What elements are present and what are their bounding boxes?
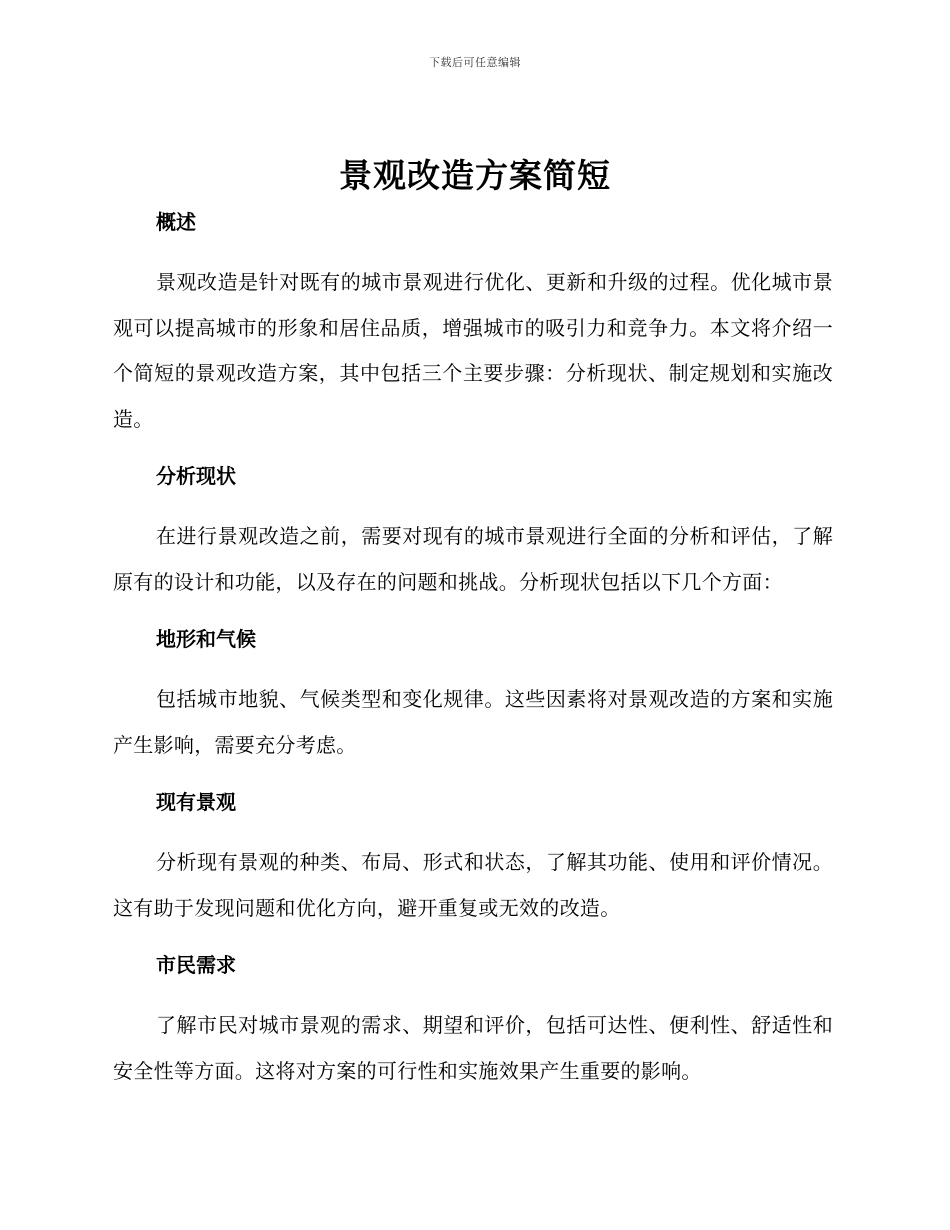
section-heading-terrain-climate: 地形和气候 bbox=[156, 627, 256, 651]
section-paragraph-terrain-climate: 包括城市地貌、气候类型和变化规律。这些因素将对景观改造的方案和实施产生影响，需要充分考虑。 bbox=[113, 687, 833, 757]
section-heading-analysis: 分析现状 bbox=[156, 464, 236, 488]
section-paragraph-existing-landscape: 分析现有景观的种类、布局、形式和状态，了解其功能、使用和评价情况。这有助于发现问题和优化方向，避开重复或无效的改造。 bbox=[113, 850, 833, 920]
section-heading-citizen-needs: 市民需求 bbox=[156, 953, 236, 977]
page-header-note: 下载后可任意编辑 bbox=[429, 56, 521, 69]
document-title: 景观改造方案简短 bbox=[339, 156, 611, 195]
section-paragraph-citizen-needs: 了解市民对城市景观的需求、期望和评价，包括可达性、便利性、舒适性和安全性等方面。这将对方案的可行性和实施效果产生重要的影响。 bbox=[113, 1013, 833, 1083]
document-body bbox=[113, 205, 833, 1094]
section-heading-overview: 概述 bbox=[156, 210, 196, 234]
section-paragraph-overview: 景观改造是针对既有的城市景观进行优化、更新和升级的过程。优化城市景观可以提高城市的形象和居住品质，增强城市的吸引力和竞争力。本文将介绍一个简短的景观改造方案，其中包括三个主要步骤：分析现状、制定规划和实施改造。 bbox=[113, 270, 833, 431]
section-paragraph-analysis: 在进行景观改造之前，需要对现有的城市景观进行全面的分析和评估，了解原有的设计和功能，以及存在的问题和挑战。分析现状包括以下几个方面： bbox=[113, 524, 833, 594]
section-heading-existing-landscape: 现有景观 bbox=[156, 790, 236, 814]
